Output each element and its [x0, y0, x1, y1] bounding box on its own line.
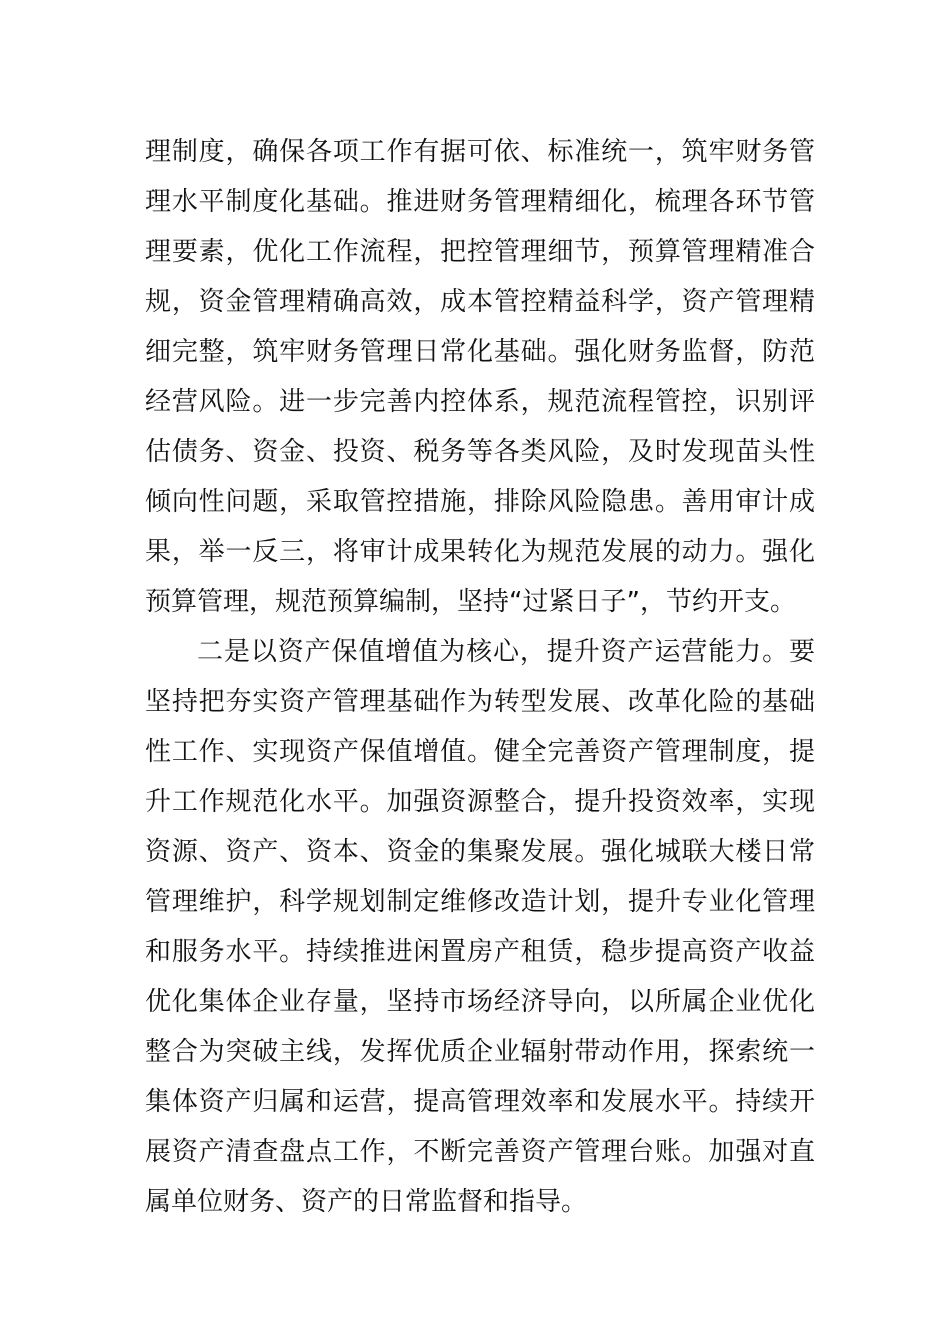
text-line: 优化集体企业存量，坚持市场经济导向，以所属企业优化 [145, 987, 815, 1017]
text-line: 集体资产归属和运营，提高管理效率和发展水平。持续开 [145, 1087, 815, 1117]
text-line: 和服务水平。持续推进闲置房产租赁，稳步提高资产收益 [145, 937, 815, 967]
text-line: 坚持把夯实资产管理基础作为转型发展、改革化险的基础 [145, 687, 815, 717]
text-line: 升工作规范化水平。加强资源整合，提升投资效率，实现 [145, 787, 815, 817]
text-line: 理要素，优化工作流程，把控管理细节，预算管理精准合 [145, 237, 815, 267]
paragraph-start-line: 二是以资产保值增值为核心，提升资产运营能力。要 [197, 637, 815, 667]
text-line: 理制度，确保各项工作有据可依、标准统一，筑牢财务管 [145, 137, 815, 167]
text-line: 管理维护，科学规划制定维修改造计划，提升专业化管理 [145, 887, 815, 917]
paragraph-end-line: 预算管理，规范预算编制，坚持“过紧日子”，节约开支。 [145, 587, 796, 617]
text-line: 性工作、实现资产保值增值。健全完善资产管理制度，提 [145, 737, 815, 767]
text-line: 整合为突破主线，发挥优质企业辐射带动作用，探索统一 [145, 1037, 815, 1067]
text-line: 资源、资产、资本、资金的集聚发展。强化城联大楼日常 [145, 837, 815, 867]
text-line: 展资产清查盘点工作，不断完善资产管理台账。加强对直 [145, 1137, 815, 1167]
paragraph-end-line: 属单位财务、资产的日常监督和指导。 [145, 1187, 588, 1217]
text-line: 倾向性问题，采取管控措施，排除风险隐患。善用审计成 [145, 487, 815, 517]
body-text [145, 127, 815, 1227]
text-line: 理水平制度化基础。推进财务管理精细化，梳理各环节管 [145, 187, 815, 217]
text-line: 果，举一反三，将审计成果转化为规范发展的动力。强化 [145, 537, 815, 567]
text-line: 估债务、资金、投资、税务等各类风险，及时发现苗头性 [145, 437, 815, 467]
text-line: 规，资金管理精确高效，成本管控精益科学，资产管理精 [145, 287, 815, 317]
text-line: 细完整，筑牢财务管理日常化基础。强化财务监督，防范 [145, 337, 815, 367]
text-line: 经营风险。进一步完善内控体系，规范流程管控，识别评 [145, 387, 815, 417]
